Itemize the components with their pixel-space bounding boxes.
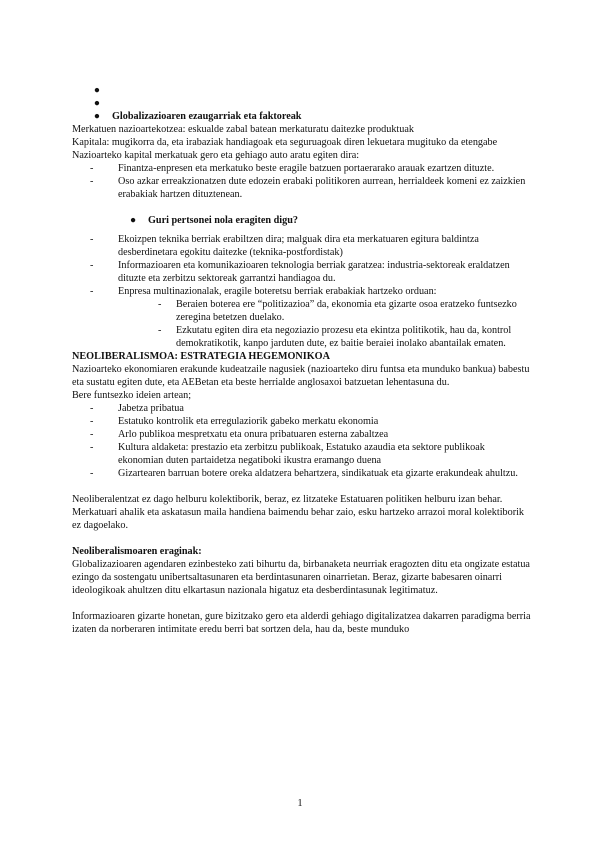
dash-icon: - xyxy=(90,163,94,174)
paragraph: Merkatuari ahalik eta askatasun maila handiena baimendu behar zaio, esku hartzeko arrazoi moral kolektiborik ez dagoelako. xyxy=(72,507,525,531)
paragraph: Neoliberalentzat ez dago helburu kolektiborik, beraz, ez litzateke Estatuaren politiken helburu izan behar. xyxy=(72,494,503,505)
list-item: - Kultura aldaketa: prestazio eta zerbitzu publikoak, Estatuko azaudia eta sektore publikoak ekonomian duten partaidetza negatiboki ikustra eramango duena xyxy=(90,442,485,466)
list-item: - Enpresa multinazionalak, eragile boteretsu berriak erabakiak hartzeko orduan: xyxy=(90,286,437,297)
paragraph: Merkatuen nazioartekotzea: eskualde zabal batean merkaturatu daitezke produktuak xyxy=(72,124,414,135)
paragraph: Kapitala: mugikorra da, eta irabaziak handiagoak eta seguruagoak diren lekuetara mugituko da etengabe xyxy=(72,137,498,148)
list-item: - Jabetza pribatua xyxy=(90,403,184,414)
section-heading-effects: Neoliberalismoaren eraginak: xyxy=(72,546,202,557)
paragraph: Nazioarteko ekonomiaren erakunde kudeatzaile nagusiek (nazioarteko diru funtsa eta munduko bankua) babestu eta sustatu egiten dute, eta AEBetan eta beste herrialde anglosaxoi batzuetan lehentasuna du. xyxy=(72,364,530,388)
empty-bullet-item xyxy=(72,97,532,110)
sub-list-item: - Beraien boterea ere “politizazioa” da, ekonomia eta gizarte osoa eratzeko funtsezko zeregina betetzen duelako. xyxy=(158,299,517,323)
list-item: - Estatuko kontrolik eta erregulaziorik gabeko merkatu ekonomia xyxy=(90,416,379,427)
dash-icon: - xyxy=(90,176,94,187)
section-heading-globalization: ● Globalizazioaren ezaugarriak eta faktoreak xyxy=(93,111,302,122)
bullet-icon: ● xyxy=(93,111,101,122)
list-item: - Ekoizpen teknika berriak erabiltzen dira; malguak dira eta merkatuaren egitura baldintza desberdinetara egokitu daitezke (teknika-postfordistak) xyxy=(90,234,479,258)
paragraph: Globalizazioaren agendaren ezinbesteko zati bihurtu da, birbanaketa neurriak eragozten ditu eta ongizate estatua ezingo da sostengatu unibertsaltasunaren eta berdintasunaren oinarrietan. Beraz, gizarte babesaren oinarri ideologikoak ahultzen ditu elkartasun nazionala higatuz eta desberdintasunak legitimatuz. xyxy=(72,559,530,596)
document-body xyxy=(72,84,532,636)
bullet-icon: ● xyxy=(93,85,101,96)
list-item: - Finantza-enpresen eta merkatuko beste eragile batzuen portaerarako arauak ezartzen dituzte. xyxy=(90,163,495,174)
dash-icon: - xyxy=(158,299,162,310)
page-number: 1 xyxy=(297,798,303,809)
dash-icon: - xyxy=(158,325,162,336)
dash-icon: - xyxy=(90,429,94,440)
dash-list xyxy=(72,402,532,480)
dash-icon: - xyxy=(90,416,94,427)
dash-icon: - xyxy=(90,468,94,479)
sub-dash-list xyxy=(72,298,532,350)
dash-icon: - xyxy=(90,286,94,297)
dash-list xyxy=(72,233,532,298)
list-item: - Arlo publikoa mespretxatu eta onura pribatuaren esterna zabaltzea xyxy=(90,429,389,440)
sub-list-item: - Ezkutatu egiten dira eta negoziazio prozesu eta ekintza politikotik, hau da, kontrol demokratikotik, kanpo jarduten dute, ez baitie beraiei inolako abantailak ematen. xyxy=(158,325,512,349)
empty-bullet-item xyxy=(72,84,532,97)
dash-icon: - xyxy=(90,260,94,271)
section-heading-personal-impact: ● Guri pertsonei nola eragiten digu? xyxy=(130,215,298,226)
list-item: - Gizartearen barruan botere oreka aldatzera behartzera, sindikatuak eta gizarte erakundeak ahultzu. xyxy=(90,468,518,479)
list-item: - Oso azkar erreakzionatzen dute edozein erabaki politikoren aurrean, herrialdeek komeni ez zaizkien erabakiak hartzen dituztenean. xyxy=(90,176,526,200)
paragraph: Nazioarteko kapital merkatuak gero eta gehiago auto aratu egiten dira: xyxy=(72,150,360,161)
dash-icon: - xyxy=(90,234,94,245)
subheading-list xyxy=(72,214,532,227)
bullet-icon: ● xyxy=(130,215,137,226)
list-item: - Informazioaren eta komunikazioaren teknologia berriak garatzea: industria-sektoreak eraldatzen dituzte eta zerbitzu sektoreak garrantzi handiagoa du. xyxy=(90,260,510,284)
section-heading-neoliberalism: NEOLIBERALISMOA: ESTRATEGIA HEGEMONIKOA xyxy=(72,351,330,362)
dash-icon: - xyxy=(90,442,94,453)
dash-list xyxy=(72,162,532,201)
paragraph: Informazioaren gizarte honetan, gure bizitzako gero eta alderdi gehiago digitalizatzea dakarren paradigma berria izaten da norberaren intimitate eredu berri bat sortzen dela, hau da, beste munduko xyxy=(72,611,531,635)
paragraph: Bere funtsezko ideien artean; xyxy=(72,390,192,401)
empty-bullet-list xyxy=(72,84,532,123)
dash-icon: - xyxy=(90,403,94,414)
bullet-icon: ● xyxy=(93,98,101,109)
